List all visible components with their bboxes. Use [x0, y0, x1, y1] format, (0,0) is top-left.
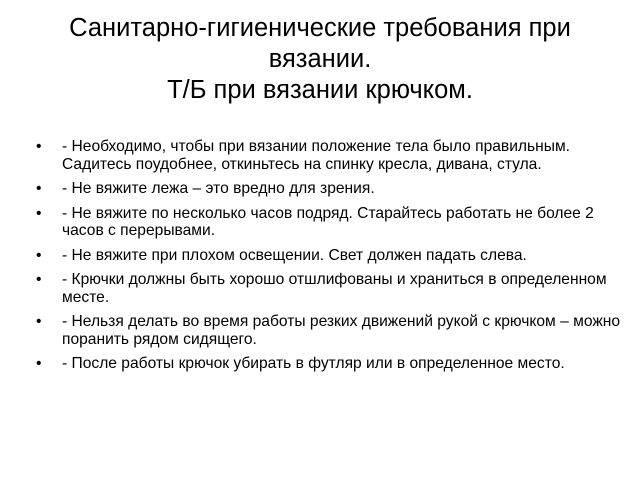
bullet-icon: • [36, 246, 42, 264]
bullet-text: - Не вяжите по несколько часов подряд. Старайтесь работать не более 2 часов с перерывами. [62, 204, 594, 239]
bullet-item [36, 313, 626, 348]
bullet-icon: • [36, 138, 42, 155]
bullet-item [36, 271, 626, 306]
bullet-icon: • [36, 204, 42, 222]
bullet-text: - Крючки должны быть хорошо отшлифованы и храниться в определенном месте. [62, 271, 607, 306]
bullet-item [36, 355, 626, 373]
title-line-2: вязании. [268, 45, 372, 73]
bullet-item [36, 247, 626, 265]
bullet-text: - Не вяжите лежа – это вредно для зрения. [62, 180, 375, 197]
bullet-item [36, 205, 626, 240]
bullet-text: - Не вяжите при плохом освещении. Свет должен падать слева. [62, 246, 527, 264]
bullet-icon: • [36, 271, 42, 288]
title-line-1: Санитарно-гигиенические требования при [69, 14, 571, 42]
bullet-text: - После работы крючок убирать в футляр или в определенное место. [62, 355, 565, 372]
bullet-text: - Необходимо, чтобы при вязании положение тела было правильным. Садитесь поудобнее, откиньтесь на спинку кресла, дивана, стула. [62, 138, 570, 173]
slide-title [20, 13, 620, 106]
title-line-3: Т/Б при вязании крючком. [167, 76, 473, 104]
bullet-icon: • [36, 180, 42, 197]
bullet-text: - Нельзя делать во время работы резких движений рукой с крючком – можно поранить рядом сидящего. [62, 313, 621, 348]
bullet-icon: • [36, 313, 42, 330]
bullet-list [36, 138, 626, 380]
bullet-icon: • [36, 355, 42, 372]
bullet-item [36, 138, 626, 173]
bullet-item [36, 180, 626, 198]
